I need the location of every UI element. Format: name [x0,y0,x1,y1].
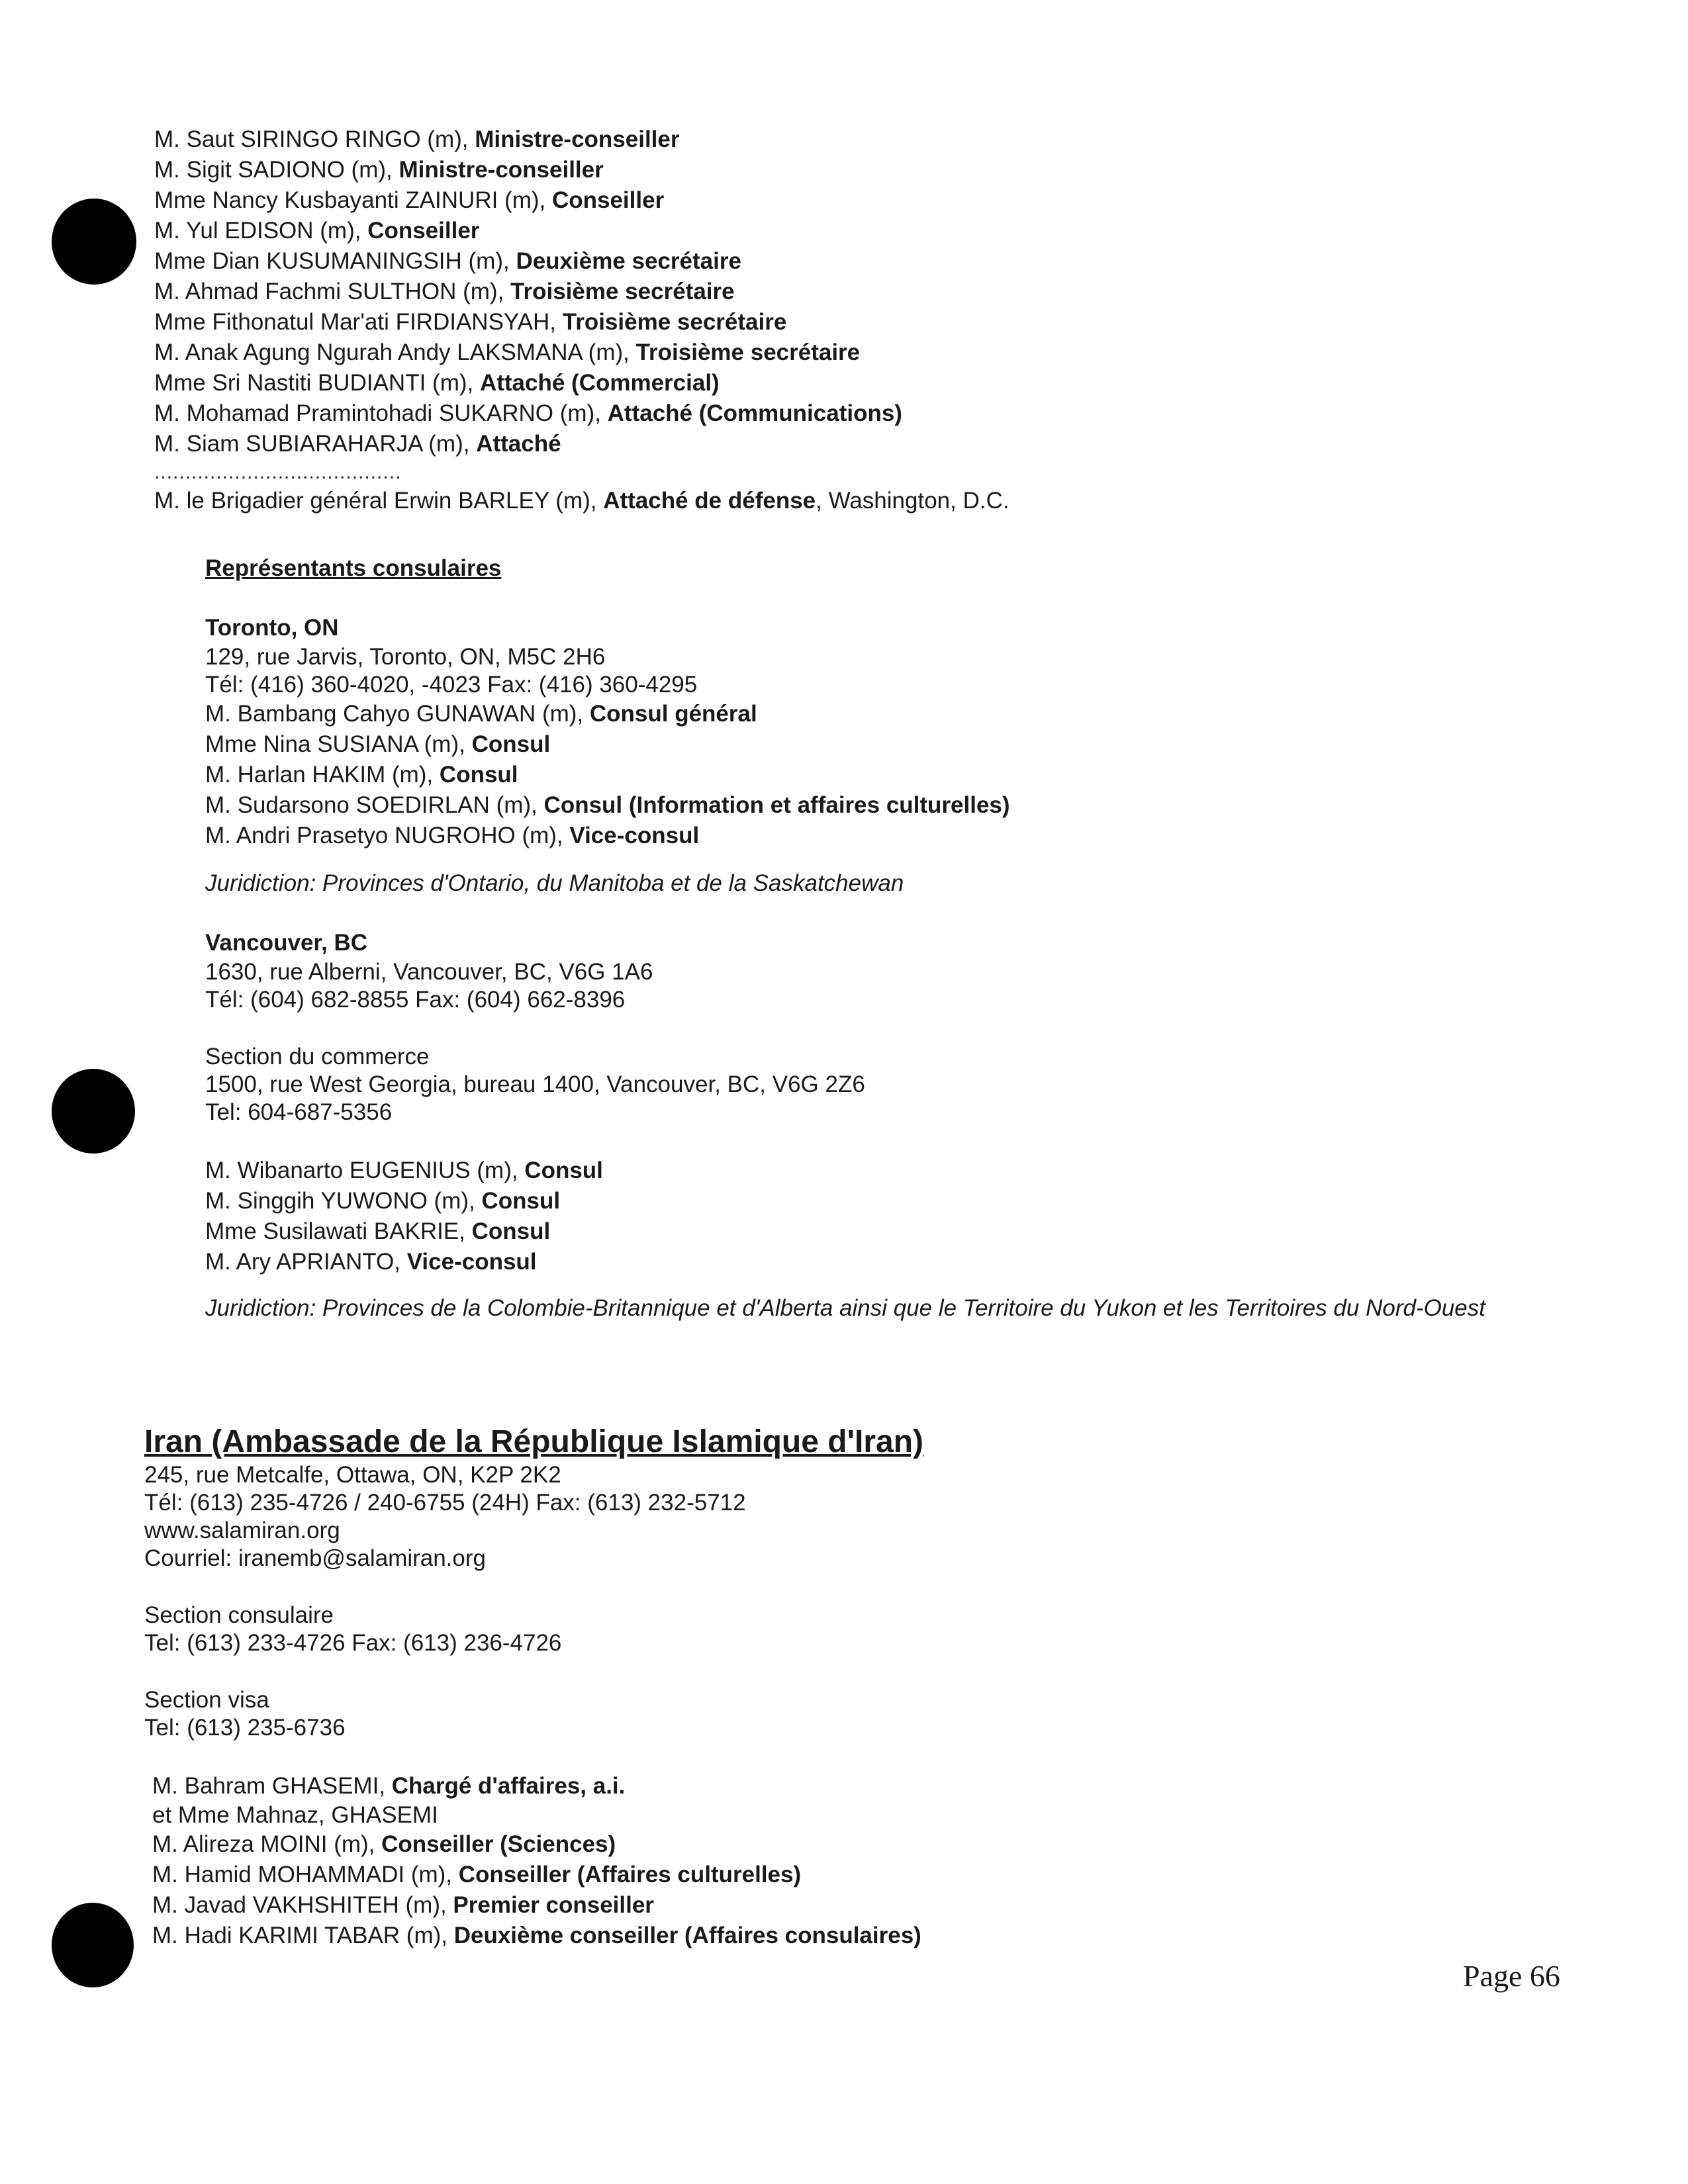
toronto-address: 129, rue Jarvis, Toronto, ON, M5C 2H6 [205,644,606,670]
staff-entry [205,1247,1562,1277]
separator-dots: ........................................ [154,461,402,483]
staff-entry [154,429,1009,459]
staff-title: Troisième secrétaire [510,279,735,304]
staff-name: Mme Fithonatul Mar'ati FIRDIANSYAH, [154,309,563,335]
staff-location: , Washington, D.C. [816,488,1009,514]
staff-name: M. Wibanarto EUGENIUS (m), [205,1158,525,1183]
iran-embassy-section [144,1423,923,1951]
staff-name: M. Anak Agung Ngurah Andy LAKSMANA (m), [154,340,636,365]
staff-name: Mme Sri Nastiti BUDIANTI (m), [154,370,480,396]
staff-name: M. Alireza MOINI (m), [152,1831,382,1857]
staff-name: M. Bambang Cahyo GUNAWAN (m), [205,701,590,727]
staff-entry [152,1771,923,1801]
staff-entry [205,1216,1562,1247]
staff-name: M. Sigit SADIONO (m), [154,157,399,183]
staff-name: M. Singgih YUWONO (m), [205,1188,482,1214]
staff-title: Conseiller [551,187,665,213]
staff-entry [152,1890,923,1921]
commerce-address: 1500, rue West Georgia, bureau 1400, Vancouver, BC, V6G 2Z6 [205,1071,865,1097]
vancouver-city: Vancouver, BC [205,930,368,956]
staff-name: Mme Nancy Kusbayanti ZAINURI (m), [154,187,552,213]
toronto-phone: Tél: (416) 360-4020, -4023 Fax: (416) 360-4295 [205,672,698,698]
toronto-city: Toronto, ON [205,615,339,641]
punch-hole [52,1903,134,1987]
staff-entry [205,699,1562,729]
staff-entry [205,821,1562,851]
toronto-jurisdiction: Juridiction: Provinces d'Ontario, du Manitoba et de la Saskatchewan [205,870,904,896]
staff-name: M. Harlan HAKIM (m), [205,762,440,788]
staff-entry [154,398,1009,429]
staff-entry [154,185,1009,216]
staff-title: Attaché de défense [603,488,816,514]
staff-name: M. Andri Prasetyo NUGROHO (m), [205,823,570,848]
staff-title: Deuxième conseiller (Affaires consulaires) [453,1923,921,1948]
iran-phone: Tél: (613) 235-4726 / 240-6755 (24H) Fax: (613) 232-5712 [144,1490,746,1516]
iran-consular-phone: Tel: (613) 233-4726 Fax: (613) 236-4726 [144,1630,562,1656]
staff-entry [154,216,1009,246]
staff-title: Consul [439,762,518,788]
staff-title: Consul [471,1218,551,1244]
iran-heading: Iran (Ambassade de la République Islamique d'Iran) [144,1424,924,1459]
staff-title: Troisième secrétaire [635,340,861,365]
punch-hole [52,199,136,285]
staff-title: Attaché [476,431,561,457]
staff-name: M. Hamid MOHAMMADI (m), [152,1862,459,1888]
iran-address: 245, rue Metcalfe, Ottawa, ON, K2P 2K2 [144,1462,561,1488]
staff-entry [205,1186,1562,1216]
vancouver-address: 1630, rue Alberni, Vancouver, BC, V6G 1A6 [205,959,653,985]
staff-entry [154,338,1009,368]
staff-name: M. Sudarsono SOEDIRLAN (m), [205,792,544,818]
staff-entry [154,155,1009,185]
staff-title: Consul [471,731,551,757]
staff-entry [205,729,1562,760]
consular-representatives [205,553,1562,1322]
staff-name: M. Mohamad Pramintohadi SUKARNO (m), [154,400,608,426]
indonesia-staff-list [154,124,1009,516]
staff-title: Attaché (Communications) [607,400,902,426]
staff-name: M. Javad VAKHSHITEH (m), [152,1892,453,1918]
iran-website: www.salamiran.org [144,1518,340,1543]
staff-entry [152,1829,923,1860]
punch-hole [52,1069,135,1154]
staff-name: M. Bahram GHASEMI, [152,1773,392,1799]
staff-title: Deuxième secrétaire [516,248,741,274]
staff-title: Ministre-conseiller [399,157,604,183]
staff-entry [205,790,1562,821]
iran-visa-label: Section visa [144,1687,269,1713]
spouse-entry: et Mme Mahnaz, GHASEMI [152,1802,438,1828]
staff-entry [152,1860,923,1890]
staff-name: M. Hadi KARIMI TABAR (m), [152,1923,454,1948]
staff-title: Premier conseiller [453,1892,654,1918]
staff-title: Consul [524,1158,603,1183]
staff-entry [154,124,1009,155]
staff-title: Chargé d'affaires, a.i. [391,1773,626,1799]
staff-name: M. Yul EDISON (m), [154,218,368,244]
staff-title: Troisième secrétaire [562,309,787,335]
consular-heading: Représentants consulaires [205,555,502,581]
staff-title: Attaché (Commercial) [479,370,720,396]
staff-name: M. Siam SUBIARAHARJA (m), [154,431,477,457]
vancouver-jurisdiction: Juridiction: Provinces de la Colombie-Britannique et d'Alberta ainsi que le Territoire du Yukon et les Territoires du Nord-Ouest [205,1295,1485,1321]
commerce-section-label: Section du commerce [205,1044,430,1069]
staff-entry [154,307,1009,338]
staff-name: M. le Brigadier général Erwin BARLEY (m), [154,488,604,514]
iran-email: Courriel: iranemb@salamiran.org [144,1545,486,1571]
staff-entry [205,1156,1562,1186]
staff-name: Mme Nina SUSIANA (m), [205,731,472,757]
page-number: Page 66 [1463,1959,1560,1993]
staff-title: Vice-consul [569,823,700,848]
commerce-phone: Tel: 604-687-5356 [205,1099,393,1125]
staff-title: Conseiller (Sciences) [381,1831,616,1857]
defense-attache [154,486,1009,516]
iran-visa-phone: Tel: (613) 235-6736 [144,1715,346,1741]
staff-entry [154,246,1009,277]
iran-consular-label: Section consulaire [144,1602,334,1628]
staff-title: Conseiller [367,218,480,244]
staff-title: Conseiller (Affaires culturelles) [458,1862,802,1888]
staff-entry [154,277,1009,307]
staff-title: Vice-consul [406,1249,537,1275]
staff-entry [152,1921,923,1951]
staff-name: M. Ahmad Fachmi SULTHON (m), [154,279,511,304]
staff-title: Ministre-conseiller [475,126,680,152]
staff-title: Consul général [589,701,757,727]
staff-entry [154,368,1009,398]
staff-title: Consul [481,1188,561,1214]
staff-name: M. Ary APRIANTO, [205,1249,407,1275]
staff-entry [205,760,1562,790]
vancouver-phone: Tél: (604) 682-8855 Fax: (604) 662-8396 [205,987,626,1013]
staff-name: M. Saut SIRINGO RINGO (m), [154,126,475,152]
staff-name: Mme Susilawati BAKRIE, [205,1218,472,1244]
staff-title: Consul (Information et affaires culturelles) [543,792,1010,818]
staff-name: Mme Dian KUSUMANINGSIH (m), [154,248,516,274]
